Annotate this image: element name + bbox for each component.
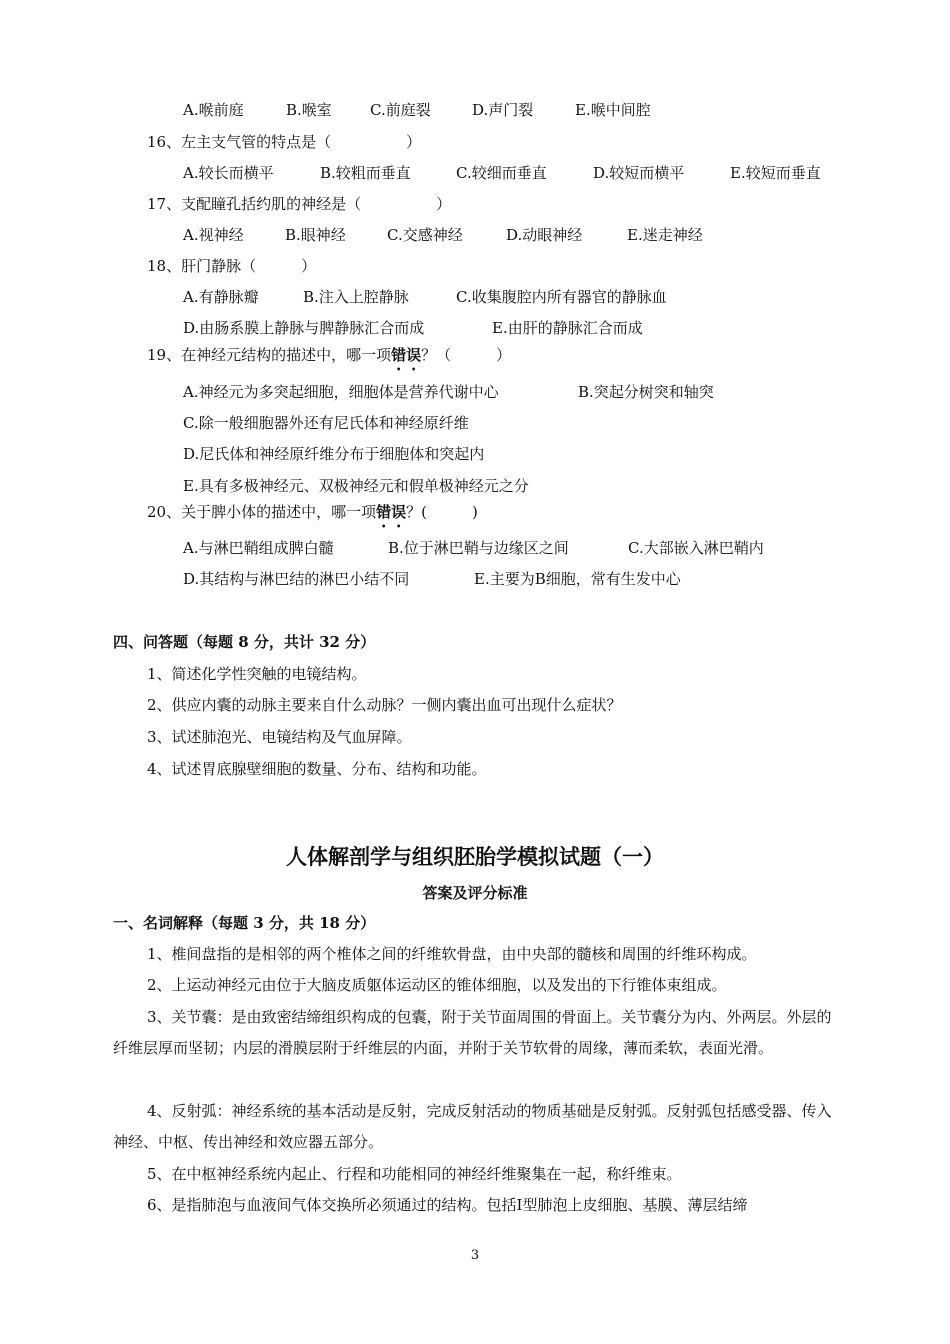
answer-3: 3、关节囊：是由致密结缔组织构成的包囊，附于关节面周围的骨面上。关节囊分为内、外两层。外层的纤维层厚而坚韧；内层的滑膜层附于纤维层的内面，并附于关节软骨的周缘，薄而柔软，表面光滑。: [113, 1008, 832, 1057]
option-e: E.迷走神经: [627, 226, 703, 244]
answer-4: 4、反射弧：神经系统的基本活动是反射，完成反射活动的物质基础是反射弧。反射弧包括感受器、传入神经、中枢、传出神经和效应器五部分。: [113, 1102, 832, 1151]
question-16-stem: 16、左主支气管的特点是（ ）: [147, 133, 422, 151]
option-d: D.动眼神经: [506, 226, 583, 244]
answer-1: 1、椎间盘指的是相邻的两个椎体之间的纤维软骨盘，由中央部的髓核和周围的纤维环构成。: [147, 945, 757, 963]
answer-key-subtitle: 答案及评分标准: [422, 884, 528, 902]
section-1-heading: 一、名词解释（每题 3 分，共 18 分）: [113, 914, 376, 932]
option-a: A.较长而横平: [183, 164, 274, 182]
option-d: D.其结构与淋巴结的淋巴小结不同: [183, 570, 410, 588]
option-b: B.眼神经: [285, 226, 346, 244]
option-c: C.除一般细胞器外还有尼氏体和神经原纤维: [183, 414, 469, 432]
page-number: 3: [470, 1248, 480, 1263]
option-d: D.声门裂: [472, 101, 534, 119]
answer-key-title: 人体解剖学与组织胚胎学模拟试题（一）: [286, 844, 664, 869]
option-b: B.注入上腔静脉: [303, 288, 409, 306]
option-c: C.大部嵌入淋巴鞘内: [628, 539, 764, 557]
option-c: C.交感神经: [387, 226, 463, 244]
option-e: E.较短而垂直: [730, 164, 821, 182]
essay-question-1: 1、简述化学性突触的电镜结构。: [147, 665, 367, 683]
section-4-heading: 四、问答题（每题 8 分，共计 32 分）: [113, 633, 376, 651]
stem-text: 20、关于脾小体的描述中，哪一项: [147, 503, 377, 521]
option-a: A.有静脉瓣: [183, 288, 259, 306]
essay-question-3: 3、试述肺泡光、电镜结构及气血屏障。: [147, 728, 412, 746]
stem-paren: ？( ): [406, 503, 478, 521]
stem-paren: ？（ ）: [421, 346, 512, 364]
option-e: E.主要为B细胞，常有生发中心: [474, 570, 681, 588]
option-a: A.视神经: [183, 226, 244, 244]
option-e: E.喉中间腔: [575, 101, 651, 119]
option-d: D.较短而横平: [593, 164, 685, 182]
essay-question-4: 4、试述胃底腺壁细胞的数量、分布、结构和功能。: [147, 760, 487, 778]
option-a: A.与淋巴鞘组成脾白髓: [183, 539, 334, 557]
question-18-stem: 18、肝门静脉（ ）: [147, 257, 317, 275]
option-a: A.神经元为多突起细胞，细胞体是营养代谢中心: [183, 383, 499, 401]
option-b: B.位于淋巴鞘与边缘区之间: [388, 539, 569, 557]
option-b: B.较粗而垂直: [320, 164, 411, 182]
emphasis-mark: 错误: [376, 503, 407, 521]
question-19-stem: [147, 345, 511, 374]
option-a: A.喉前庭: [183, 101, 244, 119]
essay-question-2: 2、供应内囊的动脉主要来自什么动脉？一侧内囊出血可出现什么症状？: [147, 696, 622, 714]
emphasis-mark: 错误: [391, 346, 422, 364]
answer-2: 2、上运动神经元由位于大脑皮质躯体运动区的锥体细胞，以及发出的下行锥体束组成。: [147, 976, 727, 994]
option-c: C.较细而垂直: [456, 164, 547, 182]
option-b: B.突起分树突和轴突: [578, 383, 714, 401]
option-c: C.收集腹腔内所有器官的静脉血: [456, 288, 667, 306]
option-e: E.由肝的静脉汇合而成: [492, 319, 643, 337]
option-c: C.前庭裂: [370, 101, 431, 119]
option-d: D.由肠系膜上静脉与脾静脉汇合而成: [183, 319, 425, 337]
option-e: E.具有多极神经元、双极神经元和假单极神经元之分: [183, 477, 529, 495]
stem-text: 19、在神经元结构的描述中，哪一项: [147, 346, 392, 364]
option-b: B.喉室: [286, 101, 332, 119]
answer-5: 5、在中枢神经系统内起止、行程和功能相同的神经纤维聚集在一起，称纤维束。: [147, 1165, 682, 1183]
answer-6: 6、是指肺泡与血液间气体交换所必须通过的结构。包括Ⅰ型肺泡上皮细胞、基膜、薄层结缔: [147, 1196, 748, 1214]
question-17-stem: 17、支配瞳孔括约肌的神经是（ ）: [147, 195, 452, 213]
question-20-stem: [147, 502, 478, 531]
option-d: D.尼氏体和神经原纤维分布于细胞体和突起内: [183, 445, 485, 463]
